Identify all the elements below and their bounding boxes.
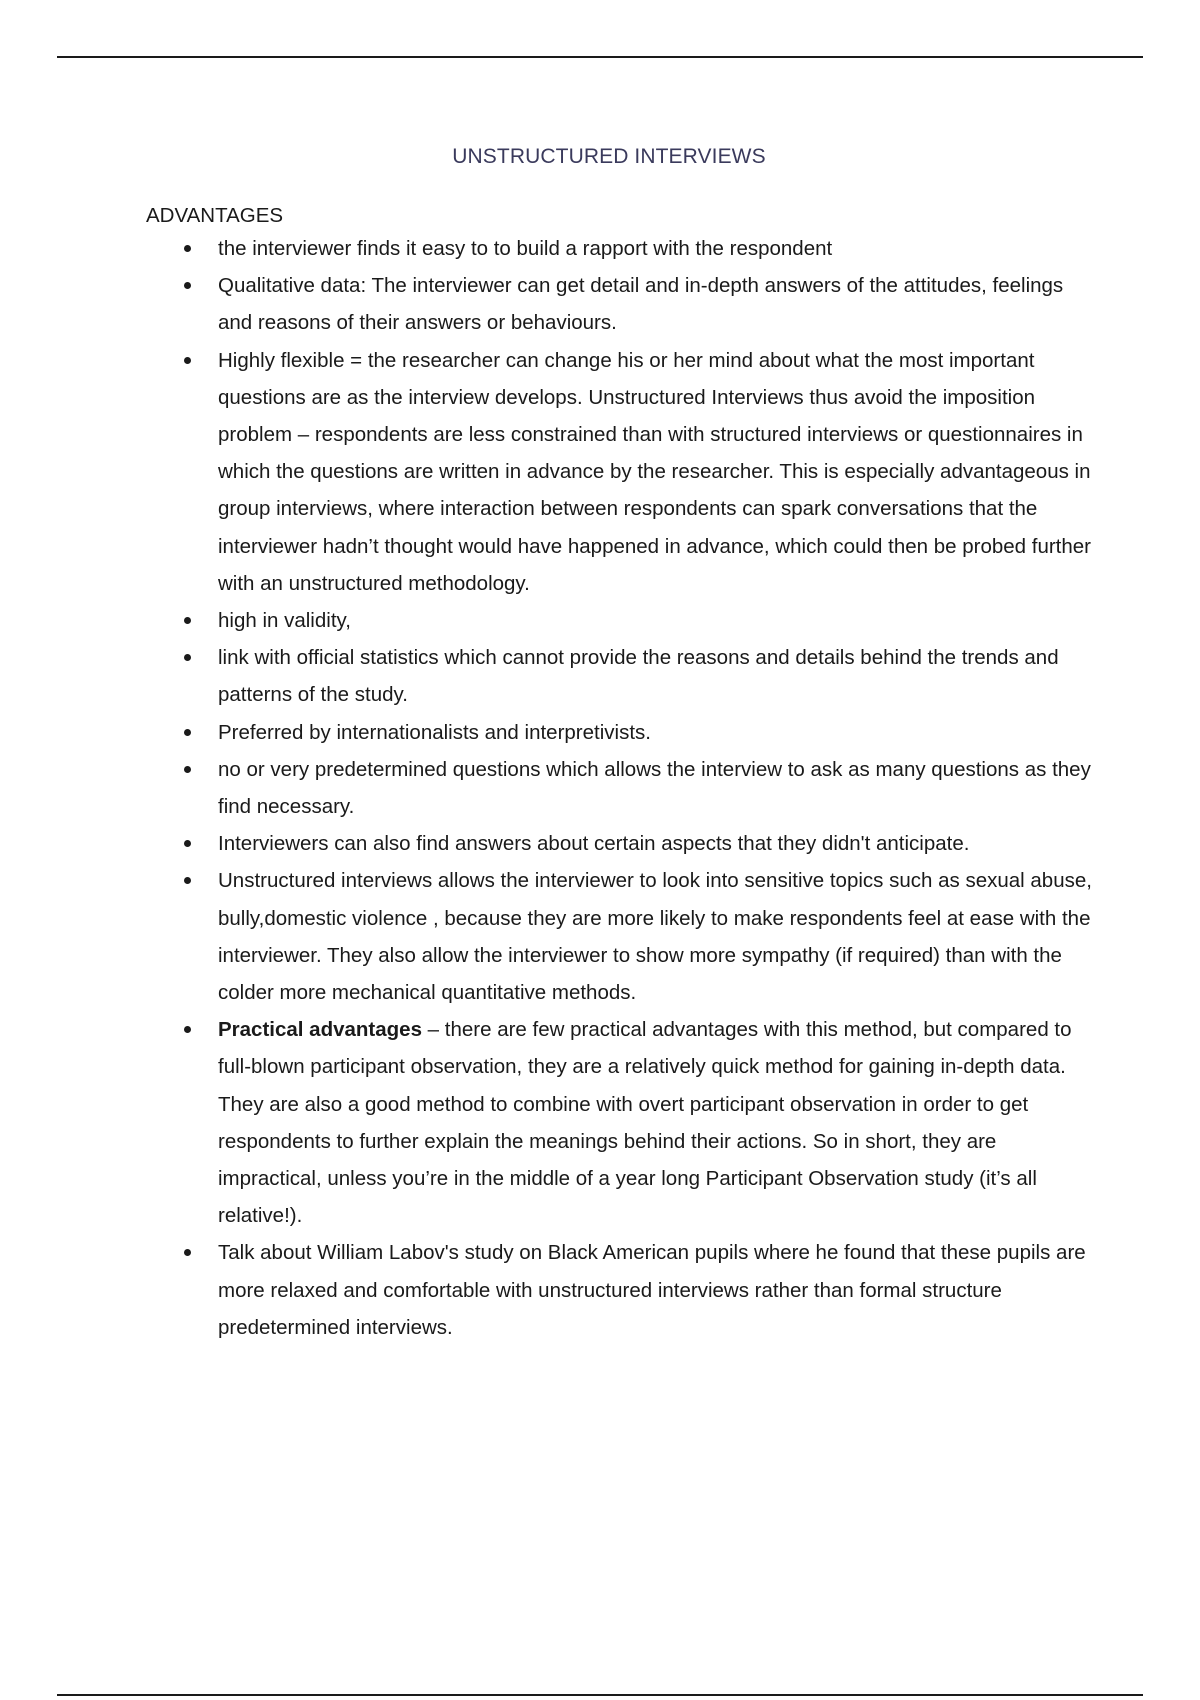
list-item-text: Qualitative data: The interviewer can get detail and in-depth answers of the attitudes, feelings and reasons of their answers or behaviours. [218, 274, 1064, 335]
list-item-text: Highly flexible = the researcher can change his or her mind about what the most important questions are as the interview develops. Unstructured Interviews thus avoid the imposition problem – respondents are less constrained than with structured interviews or questionnaires in which the questions are written in advance by the researcher. This is especially advantageous in group interviews, where interaction between respondents can spark conversations that the interviewer hadn’t thought would have happened in advance, which could then be probed further with an unstructured methodology. [218, 348, 1091, 595]
list-item [146, 714, 1096, 751]
list-item [146, 602, 1096, 639]
bullet-icon [184, 617, 191, 624]
list-item-text: Unstructured interviews allows the interviewer to look into sensitive topics such as sexual abuse, bully,domestic violence , because they are more likely to make respondents feel at ease with the interviewer. They also allow the interviewer to show more sympathy (if required) than with the colder more mechanical quantitative methods. [218, 869, 1092, 1005]
list-item-text: link with official statistics which cannot provide the reasons and details behind the trends and patterns of the study. [218, 646, 1059, 707]
list-item [146, 230, 1096, 267]
bullet-icon [184, 1026, 191, 1033]
footer-rule [57, 1694, 1143, 1696]
bullet-icon [184, 877, 191, 884]
list-item-text: Preferred by internationalists and interpretivists. [218, 720, 651, 744]
bullet-icon [184, 1249, 191, 1256]
bullet-icon [184, 840, 191, 847]
practical-advantages-lead: Practical advantages [218, 1018, 422, 1042]
bullet-icon [184, 245, 191, 252]
list-item [146, 639, 1096, 713]
bullet-icon [184, 766, 191, 773]
list-item-text: Talk about William Labov's study on Black American pupils where he found that these pupils are more relaxed and comfortable with unstructured interviews rather than formal structure predetermined interviews. [218, 1241, 1086, 1339]
bullet-icon [184, 282, 191, 289]
document-title: UNSTRUCTURED INTERVIEWS [452, 145, 766, 168]
section-heading-advantages: ADVANTAGES [146, 204, 284, 227]
list-item [146, 1011, 1096, 1234]
list-item-text: Interviewers can also find answers about certain aspects that they didn't anticipate. [218, 832, 970, 856]
bullet-icon [184, 729, 191, 736]
list-item-text: no or very predetermined questions which allows the interview to ask as many questions as they find necessary. [218, 757, 1091, 819]
list-item [146, 1234, 1096, 1346]
bullet-icon [184, 357, 191, 364]
list-item [146, 862, 1096, 1011]
list-item-text: the interviewer finds it easy to to build a rapport with the respondent [218, 237, 833, 260]
header-rule [57, 56, 1143, 58]
list-item-text: high in validity, [218, 609, 351, 633]
advantages-list [146, 230, 1096, 1346]
list-item [146, 267, 1096, 341]
bullet-icon [184, 654, 191, 661]
list-item [146, 342, 1096, 602]
list-item-text: – there are few practical advantages with this method, but compared to full-blown participant observation, they are a relatively quick method for gaining in-depth data. They are also a good method to combine with overt participant observation in order to get respondents to further explain the meanings behind their actions. So in short, they are impractical, unless you’re in the middle of a year long Participant Observation study (it’s all relative!). [218, 1018, 1072, 1228]
list-item [146, 825, 1096, 862]
list-item [146, 751, 1096, 825]
